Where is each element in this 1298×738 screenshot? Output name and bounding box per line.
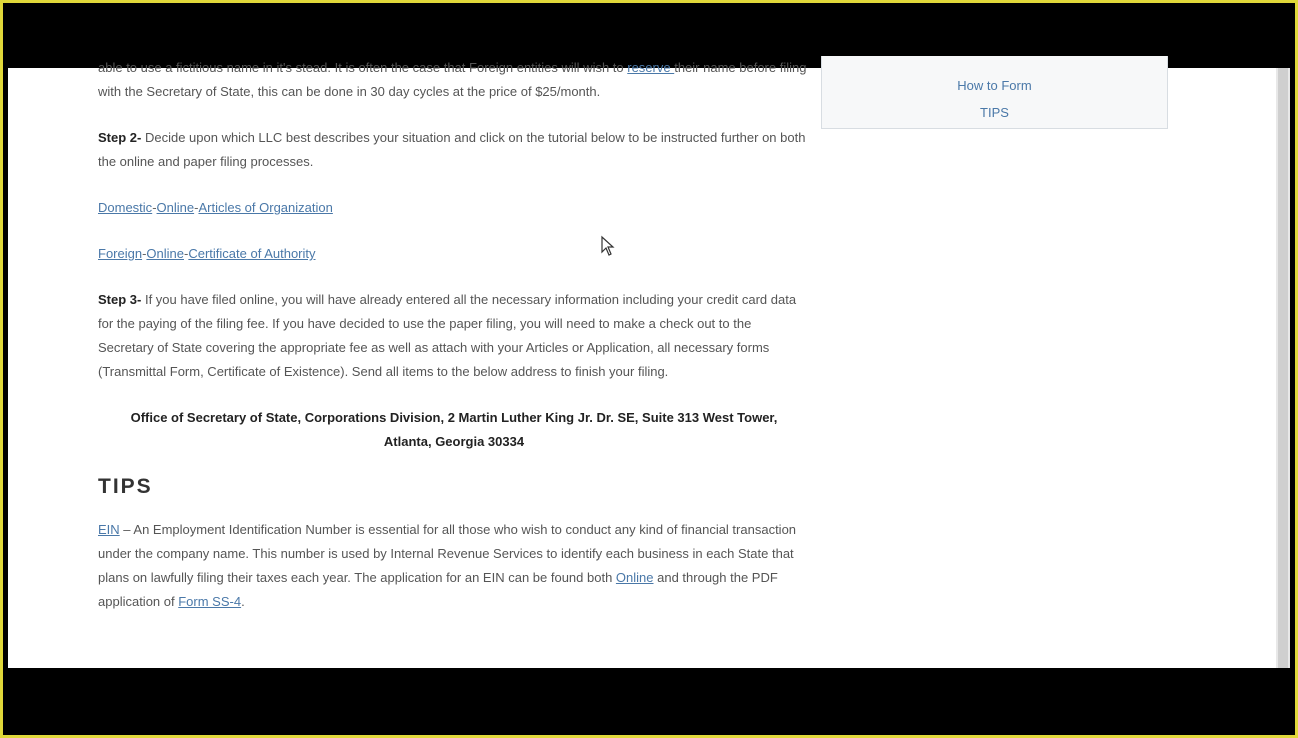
- foreign-links-row: [98, 242, 810, 266]
- vertical-scrollbar[interactable]: [1276, 68, 1290, 668]
- ein-link[interactable]: EIN: [98, 522, 120, 537]
- certificate-of-authority-link[interactable]: Certificate of Authority: [188, 246, 316, 261]
- office-address: [98, 406, 810, 454]
- ein-online-link[interactable]: Online: [615, 570, 654, 585]
- step2-paragraph: [98, 126, 810, 174]
- domestic-online-link[interactable]: Online: [156, 200, 195, 215]
- domestic-links-row: [98, 196, 810, 220]
- mouse-cursor-icon: [601, 236, 615, 256]
- step2-text: Decide upon which LLC best describes your situation and click on the tutorial below to be instructed further on both the online and paper filing processes.: [98, 130, 806, 169]
- separator: -: [152, 200, 157, 215]
- intro-paragraph: [98, 56, 810, 104]
- step2-label: Step 2-: [98, 130, 142, 145]
- ein-paragraph: [98, 518, 810, 614]
- foreign-link[interactable]: Foreign: [98, 246, 143, 261]
- form-ss4-link[interactable]: Form SS-4: [178, 594, 242, 609]
- browser-viewport: [8, 60, 1290, 668]
- address-line2: Atlanta, Georgia 30334: [383, 434, 525, 449]
- ein-text: – An Employment Identification Number is essential for all those who wish to conduct any kind of financial transaction under the company name. This number is used by Internal Revenue Services to identify each business in each State that plans on lawfully filing their taxes each year. The application for an EIN can be found both: [98, 522, 797, 585]
- how-to-form-link[interactable]: How to Form: [957, 78, 1032, 93]
- step3-label: Step 3-: [98, 292, 142, 307]
- domestic-link[interactable]: Domestic: [98, 200, 153, 215]
- sidebar-nav-box: [821, 56, 1168, 129]
- foreign-online-link[interactable]: Online: [146, 246, 184, 261]
- letterbox-bottom: [8, 668, 1290, 730]
- intro-text-end: their name before filing with the Secretary of State, this can be done in 30 day cycles at the price of $25/month.: [98, 60, 807, 99]
- separator: -: [142, 246, 147, 261]
- scrollbar-thumb[interactable]: [1278, 68, 1288, 668]
- separator: -: [194, 200, 199, 215]
- articles-of-organization-link[interactable]: Articles of Organization: [198, 200, 333, 215]
- address-line1: Office of Secretary of State, Corporations Division, 2 Martin Luther King Jr. Dr. SE, Suite 313 West Tower,: [130, 410, 778, 425]
- separator: -: [184, 246, 189, 261]
- step3-paragraph: [98, 288, 810, 384]
- tips-heading: TIPS: [98, 475, 153, 498]
- article-content: [98, 56, 810, 636]
- step3-text: If you have filed online, you will have already entered all the necessary information including your credit card data for the paying of the filing fee. If you have decided to use the paper filing, you will need to make a check out to the Secretary of State covering the appropriate fee as well as attach with your Articles or Application, all necessary forms (Transmittal Form, Certificate of Existence). Send all items to the below address to finish your filing.: [98, 292, 797, 379]
- ein-mid-text: and through the PDF application of: [98, 570, 778, 609]
- reserve-link[interactable]: reserve: [627, 60, 675, 75]
- intro-text: able to use a fictitious name in it's stead. It is often the case that Foreign entities will wish to: [98, 60, 628, 75]
- tips-nav-link[interactable]: TIPS: [980, 105, 1009, 120]
- ein-end-text: .: [241, 594, 245, 609]
